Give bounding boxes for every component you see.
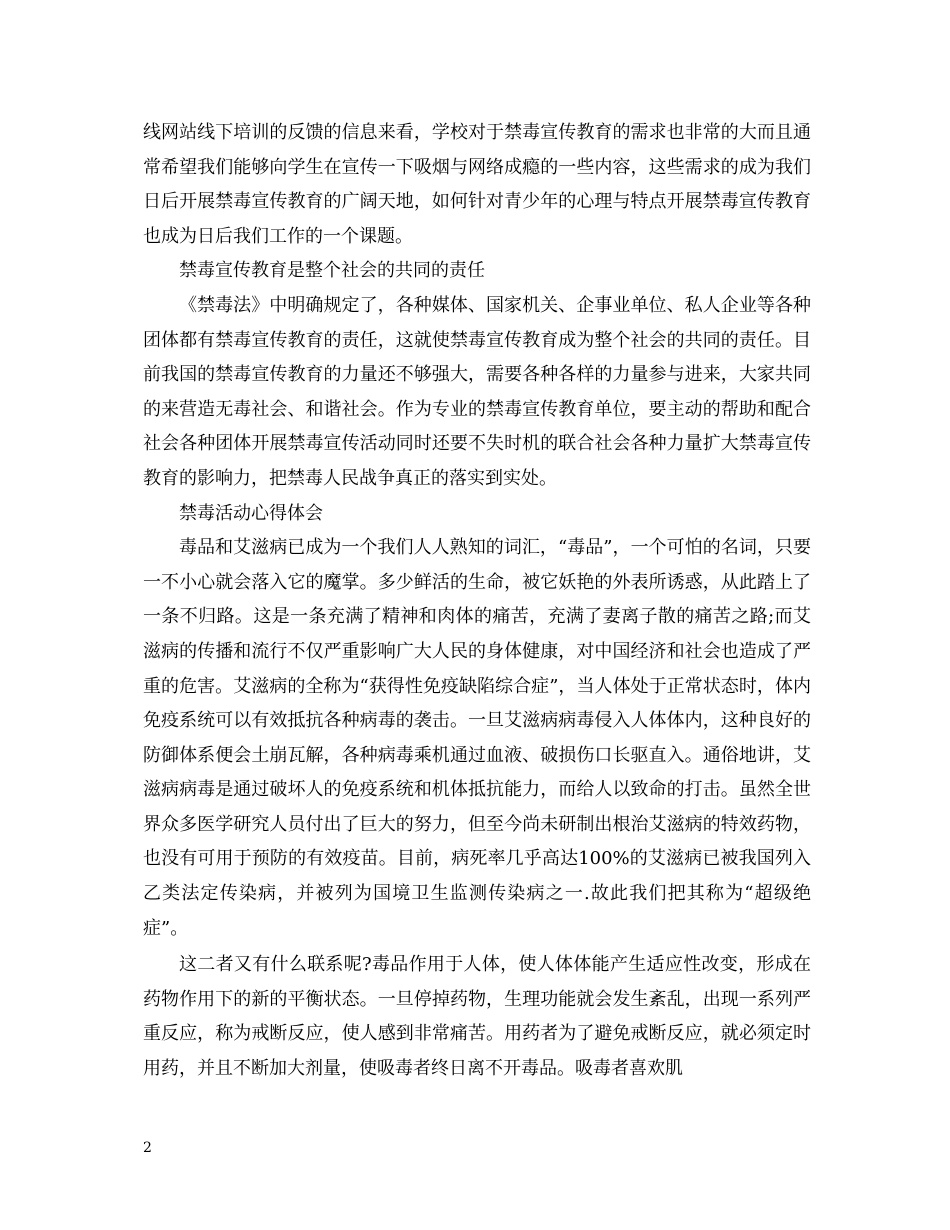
- section-heading-social-responsibility: 禁毒宣传教育是整个社会的共同的责任: [179, 260, 485, 282]
- body-text: [143, 116, 811, 1087]
- page-number: 2: [143, 1140, 152, 1156]
- paragraph-continuation: 线网站线下培训的反馈的信息来看，学校对于禁毒宣传教育的需求也非常的大而且通常希望我们能够向学生在宣传一下吸烟与网络成瘾的一些内容，这些需求的成为我们日后开展禁毒宣传教育的广阔天地，如何针对青少年的心理与特点开展禁毒宣传教育也成为日后我们工作的一个课题。: [143, 122, 811, 247]
- section-heading-activity-reflection: 禁毒活动心得体会: [179, 502, 323, 524]
- paragraph-anti-drug-law: 《禁毒法》中明确规定了，各种媒体、国家机关、企事业单位、私人企业等各种团体都有禁毒宣传教育的责任，这就使禁毒宣传教育成为整个社会的共同的责任。目前我国的禁毒宣传教育的力量还不够强大，需要各种各样的力量参与进来，大家共同的来营造无毒社会、和谐社会。作为专业的禁毒宣传教育单位，要主动的帮助和配合社会各种团体开展禁毒宣传活动同时还要不失时机的联合社会各种力量扩大禁毒宣传教育的影响力，把禁毒人民战争真正的落实到实处。: [143, 294, 811, 489]
- paragraph-connection: 这二者又有什么联系呢?毒品作用于人体，使人体体能产生适应性改变，形成在药物作用下的新的平衡状态。一旦停掉药物，生理功能就会发生紊乱，出现一系列严重反应，称为戒断反应，使人感到非常痛苦。用药者为了避免戒断反应，就必须定时用药，并且不断加大剂量，使吸毒者终日离不开毒品。吸毒者喜欢肌: [143, 954, 811, 1080]
- paragraph-drugs-and-aids: 毒品和艾滋病已成为一个我们人人熟知的词汇，“毒品”，一个可怕的名词，只要一不小心就会落入它的魔掌。多少鲜活的生命，被它妖艳的外表所诱惑，从此踏上了一条不归路。这是一条充满了精神和肉体的痛苦，充满了妻离子散的痛苦之路;而艾滋病的传播和流行不仅严重影响广大人民的身体健康，对中国经济和社会也造成了严重的危害。艾滋病的全称为“获得性免疫缺陷综合症”，当人体处于正常状态时，体内免疫系统可以有效抵抗各种病毒的袭击。一旦艾滋病病毒侵入人体体内，这种良好的防御体系便会土崩瓦解，各种病毒乘机通过血液、破损伤口长驱直入。通俗地讲，艾滋病病毒是通过破坏人的免疫系统和机体抵抗能力，而给人以致命的打击。虽然全世界众多医学研究人员付出了巨大的努力，但至今尚未研制出根治艾滋病的特效药物，也没有可用于预防的有效疫苗。目前，病死率几乎高达100%的艾滋病已被我国列入乙类法定传染病，并被列为国境卫生监测传染病之一.故此我们把其称为“超级绝症”。: [143, 537, 811, 939]
